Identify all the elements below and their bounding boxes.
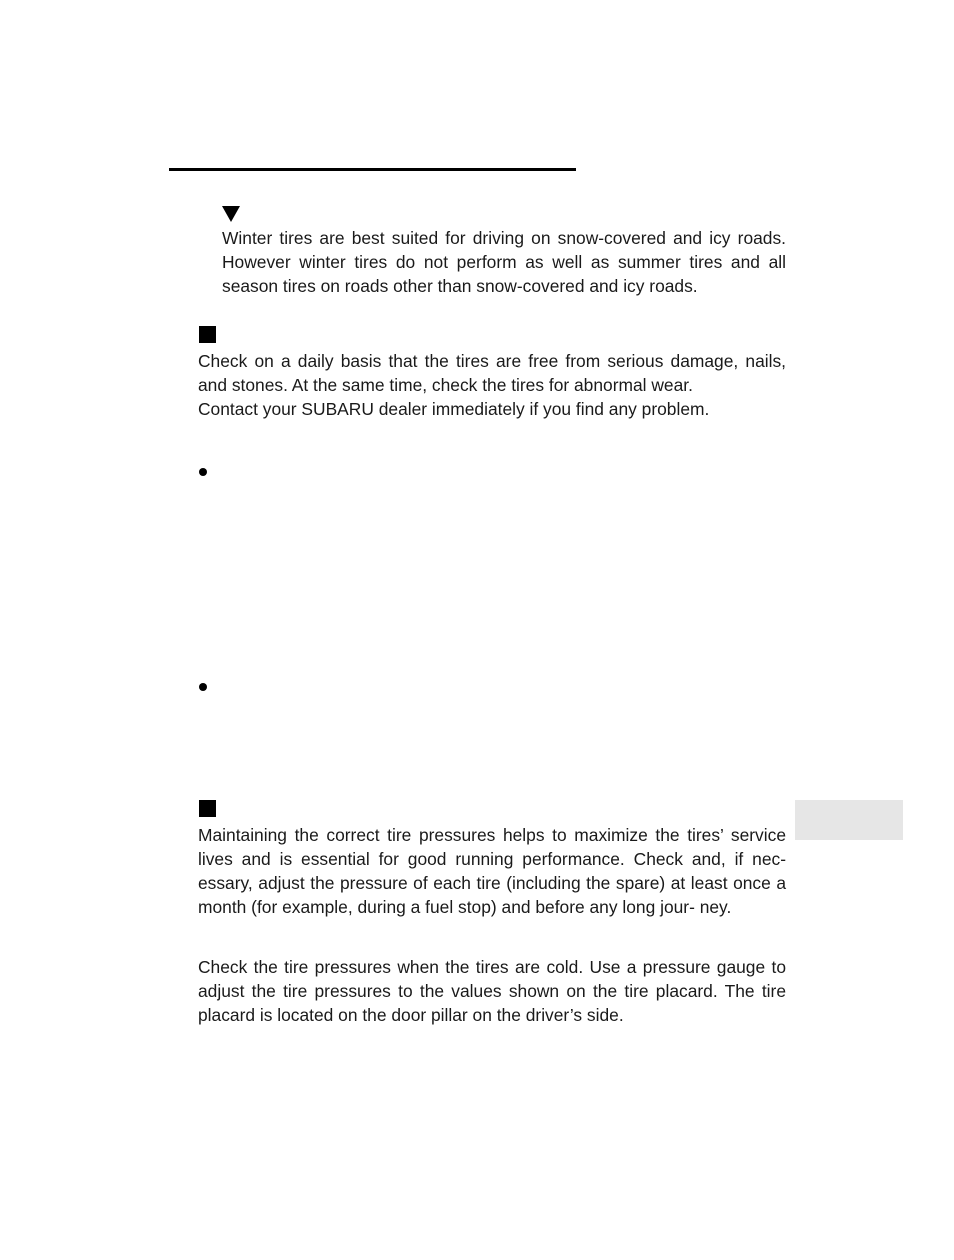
side-thumb-tab (795, 800, 903, 840)
cold-tire-check-paragraph: Check the tire pressures when the tires are cold. Use a pressure gauge to adjust the tire pressures to the values shown on the tire placard. The tire placard is located on the door pillar on the driver’s side. (198, 957, 786, 1025)
bullet-icon (199, 468, 207, 476)
winter-tires-note: Winter tires are best suited for driving on snow-covered and icy roads. However winter tires do not perform as well as summer tires and all season tires on roads other than snow-covered and icy roads. (222, 228, 786, 296)
contact-dealer-paragraph: Contact your SUBARU dealer immediately if you find any problem. (198, 399, 710, 419)
daily-check-paragraph: Check on a daily basis that the tires are free from serious damage, nails, and stones. At the same time, check the tires for abnormal wear. (198, 351, 786, 395)
black-square-icon (199, 800, 216, 817)
section-header-rule (169, 168, 576, 171)
black-square-icon (199, 326, 216, 343)
bullet-icon (199, 683, 207, 691)
triangle-down-icon (222, 206, 240, 222)
tire-pressure-paragraph: Maintaining the correct tire pressures helps to maximize the tires’ service lives and is essential for good running performance. Check and, if nec- essary, adjust the pressure of each tire (including the spare) at least once a month (for example, during a fuel stop) and before any long jour- ney. (198, 825, 786, 917)
